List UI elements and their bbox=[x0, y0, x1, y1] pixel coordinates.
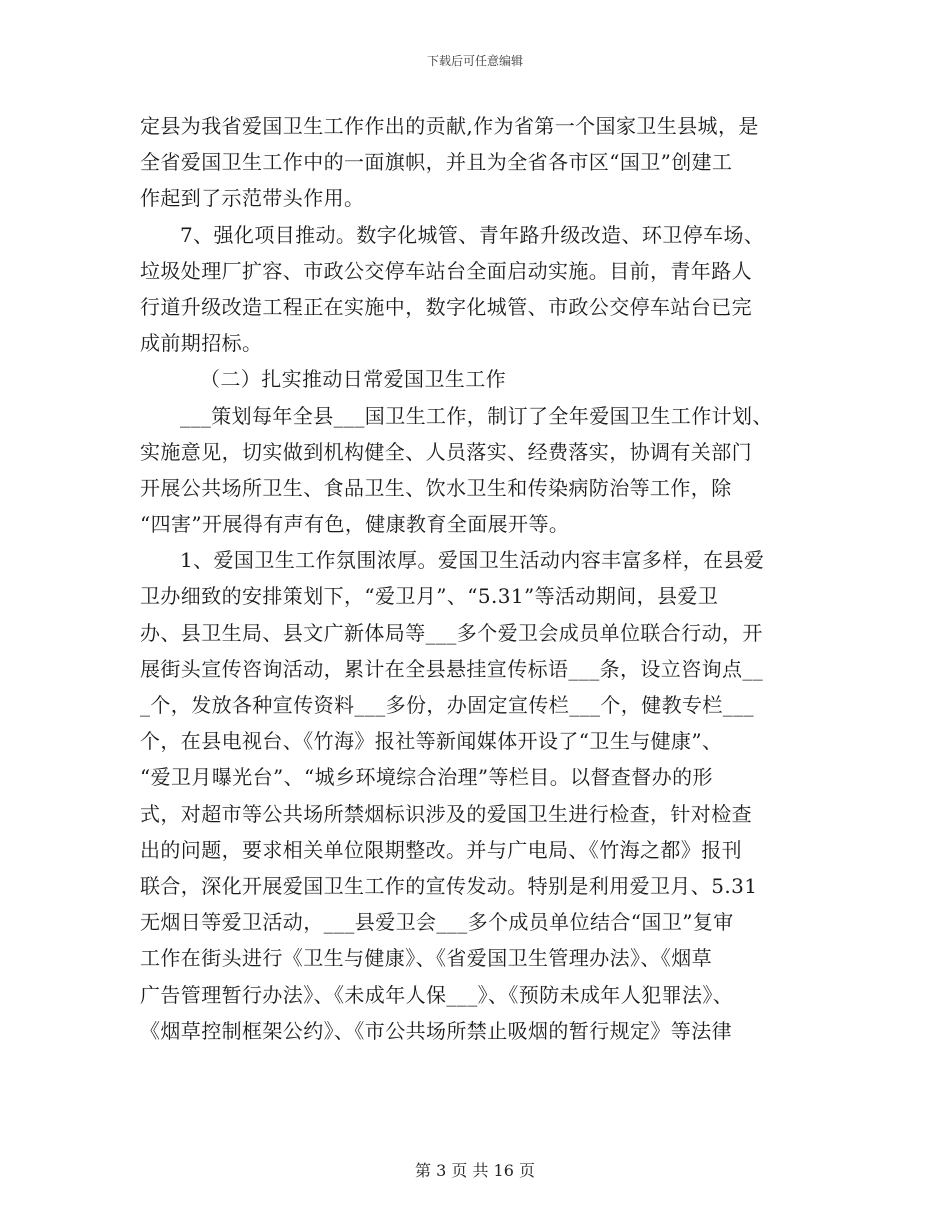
text-line: 卫办细致的安排策划下，“爱卫月”、“5.31”等活动期间，县爱卫 bbox=[140, 584, 719, 609]
paragraph bbox=[140, 398, 820, 543]
text-line: （二）扎实推动日常爱国卫生工作 bbox=[200, 367, 506, 392]
text-line: 行道升级改造工程正在实施中，数字化城管、市政公交停车站台已完 bbox=[140, 294, 752, 319]
text-line: “爱卫月曝光台”、“城乡环境综合治理”等栏目。以督查督办的形 bbox=[140, 765, 713, 790]
text-line: 作起到了示范带头作用。 bbox=[140, 186, 365, 211]
text-line: 1、爱国卫生工作氛围浓厚。爱国卫生活动内容丰富多样，在县爱 bbox=[180, 548, 765, 573]
paragraph bbox=[140, 217, 820, 362]
text-line: “四害”开展得有声有色，健康教育全面展开等。 bbox=[140, 512, 570, 537]
text-line: 无烟日等爱卫活动，___县爱卫会___多个成员单位结合“国卫”复审 bbox=[140, 910, 734, 935]
text-line: ___策划每年全县___国卫生工作，制订了全年爱国卫生工作计划、 bbox=[180, 403, 773, 428]
text-line: 展街头宣传咨询活动，累计在全县悬挂宣传标语___条，设立咨询点__ bbox=[140, 656, 764, 681]
text-line: 成前期招标。 bbox=[140, 331, 263, 356]
page-footer: 第 3 页 共 16 页 bbox=[415, 1161, 535, 1180]
text-line: 定县为我省爱国卫生工作作出的贡献,作为省第一个国家卫生县城，是 bbox=[140, 114, 759, 138]
paragraph bbox=[140, 108, 820, 217]
text-line: 工作在街头进行《卫生与健康》、《省爱国卫生管理办法》、《烟草 bbox=[140, 946, 712, 971]
text-line: 广告管理暂行办法》、《未成年人保___》、《预防未成年人犯罪法》、 bbox=[140, 982, 734, 1007]
section-heading bbox=[140, 361, 820, 397]
text-line: 实施意见，切实做到机构健全、人员落实、经费落实，协调有关部门 bbox=[140, 439, 752, 464]
page-header: 下载后可任意编辑 bbox=[426, 54, 523, 68]
text-line: 7、强化项目推动。数字化城管、青年路升级改造、环卫停车场、 bbox=[180, 222, 765, 247]
text-line: 式，对超市等公共场所禁烟标识涉及的爱国卫生进行检查，针对检查 bbox=[140, 801, 752, 826]
text-line: 开展公共场所卫生、食品卫生、饮水卫生和传染病防治等工作，除 bbox=[140, 475, 732, 500]
text-line: _个，发放各种宣传资料___多份，办固定宣传栏___个，健教专栏___ bbox=[140, 693, 754, 717]
text-line: 办、县卫生局、县文广新体局等___多个爱卫会成员单位联合行动，开 bbox=[140, 620, 763, 645]
text-line: 垃圾处理厂扩容、市政公交停车站台全面启动实施。目前，青年路人 bbox=[140, 258, 752, 283]
document-body bbox=[140, 108, 820, 1049]
text-line: 全省爱国卫生工作中的一面旗帜，并且为全省各市区“国卫”创建工 bbox=[140, 150, 733, 175]
text-line: 联合，深化开展爱国卫生工作的宣传发动。特别是利用爱卫月、5.31 bbox=[140, 873, 758, 898]
text-line: 个，在县电视台、《竹海》报社等新闻媒体开设了“卫生与健康”、 bbox=[140, 729, 723, 754]
paragraph bbox=[140, 542, 820, 1049]
text-line: 《烟草控制框架公约》、《市公共场所禁止吸烟的暂行规定》等法律 bbox=[140, 1018, 732, 1043]
text-line: 出的问题，要求相关单位限期整改。并与广电局、《竹海之都》报刊 bbox=[140, 837, 742, 862]
